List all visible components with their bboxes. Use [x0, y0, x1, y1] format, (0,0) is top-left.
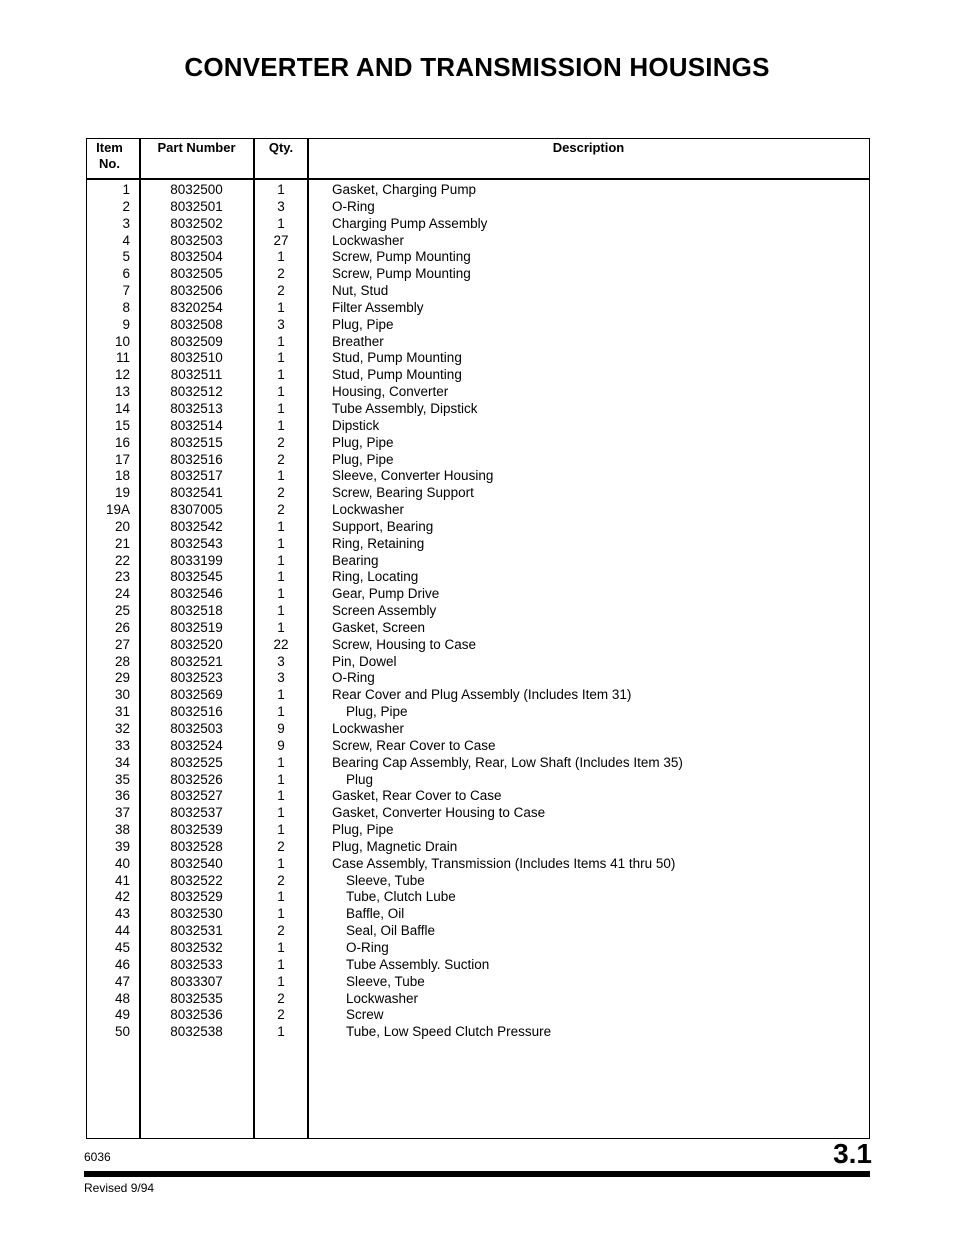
- part-number-cell: 8032538: [170, 1024, 223, 1040]
- qty-cell: 1: [277, 805, 285, 821]
- description-cell: Plug, Pipe: [332, 316, 394, 332]
- part-number-cell: 8032528: [170, 838, 223, 854]
- table-row: [87, 839, 869, 856]
- item-no-cell: 16: [114, 434, 130, 450]
- part-number-cell: 8032503: [170, 721, 223, 736]
- table-row: [87, 216, 869, 233]
- part-number-cell: 8032546: [170, 586, 223, 602]
- table-row: [87, 586, 869, 603]
- qty-cell: 1: [277, 771, 285, 787]
- table-row: [87, 266, 869, 283]
- part-number-cell: 8032545: [170, 569, 223, 585]
- part-number-cell: 8032527: [170, 788, 223, 804]
- description-cell: Lockwasher: [346, 990, 419, 1006]
- qty-cell: 1: [277, 1024, 285, 1040]
- part-number-cell: 8032519: [170, 619, 223, 635]
- qty-cell: 1: [277, 182, 285, 197]
- item-no-cell: 42: [114, 889, 130, 905]
- description-cell: Lockwasher: [332, 502, 405, 518]
- item-no-cell: 4: [122, 232, 130, 248]
- description-cell: Stud, Pump Mounting: [332, 367, 462, 383]
- qty-cell: 1: [277, 518, 285, 534]
- description-cell: Screw, Pump Mounting: [332, 266, 471, 282]
- part-number-cell: 8032508: [170, 316, 223, 332]
- description-cell: Gasket, Rear Cover to Case: [332, 788, 502, 804]
- table-row: [87, 367, 869, 384]
- table-row: [87, 788, 869, 805]
- table-row: [87, 300, 869, 317]
- description-cell: Tube, Clutch Lube: [346, 889, 456, 905]
- table-row: [87, 670, 869, 687]
- item-no-cell: 22: [114, 552, 130, 568]
- part-number-cell: 8032522: [170, 872, 223, 888]
- table-row: [87, 974, 869, 991]
- table-row: [87, 401, 869, 418]
- part-number-cell: 8032500: [170, 182, 223, 197]
- table-row: [87, 519, 869, 536]
- table-row: [87, 384, 869, 401]
- table-row: [87, 889, 869, 906]
- description-cell: Plug, Pipe: [332, 434, 394, 450]
- table-row: [87, 536, 869, 553]
- table-row: [87, 721, 869, 738]
- qty-cell: 1: [277, 619, 285, 635]
- description-cell: Tube Assembly, Dipstick: [332, 400, 478, 416]
- table-row: [87, 502, 869, 519]
- description-cell: Screw, Bearing Support: [332, 485, 474, 501]
- description-cell: Plug: [346, 771, 374, 787]
- description-cell: Gasket, Converter Housing to Case: [332, 805, 546, 821]
- qty-cell: 1: [277, 973, 285, 989]
- item-no-cell: 37: [114, 805, 130, 821]
- item-no-cell: 7: [122, 283, 130, 299]
- table-row: [87, 738, 869, 755]
- description-cell: Ring, Retaining: [332, 535, 425, 551]
- description-cell: Gear, Pump Drive: [332, 586, 440, 602]
- description-cell: O-Ring: [346, 939, 389, 955]
- part-number-cell: 8032517: [170, 468, 223, 484]
- description-cell: Tube, Low Speed Clutch Pressure: [346, 1024, 552, 1040]
- item-no-cell: 41: [114, 872, 130, 888]
- table-row: [87, 418, 869, 435]
- footer-rule: [84, 1171, 870, 1177]
- item-no-cell: 21: [114, 535, 130, 551]
- part-number-cell: 8032506: [170, 283, 223, 299]
- item-no-cell: 45: [114, 939, 130, 955]
- table-body: [87, 182, 869, 1041]
- part-number-cell: 8032533: [170, 956, 223, 972]
- item-no-cell: 23: [114, 569, 130, 585]
- description-cell: Pin, Dowel: [332, 653, 397, 669]
- table-row: [87, 755, 869, 772]
- part-number-cell: 8032539: [170, 822, 223, 838]
- description-cell: Gasket, Charging Pump: [332, 182, 477, 197]
- qty-cell: 9: [277, 721, 285, 736]
- qty-cell: 1: [277, 704, 285, 720]
- qty-cell: 1: [277, 855, 285, 871]
- description-cell: Sleeve, Tube: [346, 872, 425, 888]
- item-no-cell: 6: [122, 266, 130, 282]
- qty-cell: 3: [277, 653, 285, 669]
- qty-cell: 1: [277, 906, 285, 922]
- qty-cell: 1: [277, 468, 285, 484]
- part-number-cell: 8032503: [170, 232, 223, 248]
- table-row: [87, 199, 869, 216]
- table-row: [87, 620, 869, 637]
- description-cell: Screw, Housing to Case: [332, 636, 477, 652]
- qty-cell: 1: [277, 956, 285, 972]
- part-number-cell: 8032514: [170, 417, 223, 433]
- qty-cell: 2: [277, 283, 285, 299]
- description-cell: Plug, Pipe: [332, 451, 394, 467]
- item-no-cell: 40: [114, 855, 130, 871]
- item-no-cell: 18: [114, 468, 130, 484]
- table-row: [87, 553, 869, 570]
- item-no-cell: 29: [114, 670, 130, 686]
- item-no-cell: 13: [114, 384, 130, 400]
- description-cell: Rear Cover and Plug Assembly (Includes Item 31): [332, 687, 632, 703]
- qty-cell: 1: [277, 350, 285, 366]
- item-no-cell: 44: [114, 923, 130, 939]
- footer-code: 6036: [84, 1150, 111, 1164]
- description-cell: Stud, Pump Mounting: [332, 350, 462, 366]
- part-number-cell: 8032516: [170, 704, 223, 720]
- table-row: [87, 873, 869, 890]
- qty-cell: 1: [277, 569, 285, 585]
- part-number-cell: 8032509: [170, 333, 223, 349]
- qty-cell: 2: [277, 990, 285, 1006]
- qty-cell: 1: [277, 939, 285, 955]
- qty-cell: 1: [277, 367, 285, 383]
- part-number-cell: 8032521: [170, 653, 223, 669]
- part-number-cell: 8033199: [170, 552, 223, 568]
- part-number-cell: 8032543: [170, 535, 223, 551]
- part-number-cell: 8033307: [170, 973, 223, 989]
- qty-cell: 3: [277, 316, 285, 332]
- part-number-cell: 8032523: [170, 670, 223, 686]
- table-row: [87, 940, 869, 957]
- part-number-cell: 8032511: [170, 367, 223, 383]
- table-row: [87, 906, 869, 923]
- description-cell: Nut, Stud: [332, 283, 389, 299]
- item-no-cell: 35: [114, 771, 130, 787]
- part-number-cell: 8032505: [170, 266, 223, 282]
- item-no-cell: 12: [114, 367, 130, 383]
- part-number-cell: 8032518: [170, 603, 223, 619]
- qty-cell: 1: [277, 603, 285, 619]
- table-row: [87, 1024, 869, 1041]
- revised-date: Revised 9/94: [84, 1181, 155, 1195]
- header-qty: Qty.: [268, 140, 294, 155]
- description-cell: Plug, Pipe: [346, 704, 408, 720]
- parts-table: [86, 138, 870, 1139]
- header-divider: [87, 178, 869, 180]
- item-no-cell: 14: [114, 400, 130, 416]
- header-item-no-label: Item No.: [96, 140, 123, 171]
- table-row: [87, 233, 869, 250]
- table-row: [87, 957, 869, 974]
- item-no-cell: 2: [122, 198, 130, 214]
- description-cell: Tube Assembly. Suction: [346, 956, 490, 972]
- qty-cell: 2: [277, 872, 285, 888]
- qty-cell: 1: [277, 754, 285, 770]
- part-number-cell: 8032516: [170, 451, 223, 467]
- table-row: [87, 687, 869, 704]
- description-cell: Lockwasher: [332, 232, 405, 248]
- item-no-cell: 8: [122, 299, 130, 315]
- part-number-cell: 8032502: [170, 215, 223, 231]
- part-number-cell: 8032504: [170, 249, 223, 265]
- table-row: [87, 772, 869, 789]
- item-no-cell: 19A: [105, 502, 130, 518]
- description-cell: Gasket, Screen: [332, 619, 426, 635]
- part-number-cell: 8032542: [170, 518, 223, 534]
- item-no-cell: 20: [114, 518, 130, 534]
- part-number-cell: 8032540: [170, 855, 223, 871]
- description-cell: Filter Assembly: [332, 299, 424, 315]
- part-number-cell: 8320254: [170, 299, 223, 315]
- qty-cell: 1: [277, 299, 285, 315]
- part-number-cell: 8032515: [170, 434, 223, 450]
- part-number-cell: 8032513: [170, 400, 223, 416]
- item-no-cell: 36: [114, 788, 130, 804]
- item-no-cell: 1: [122, 182, 130, 197]
- table-row: [87, 1007, 869, 1024]
- description-cell: Screen Assembly: [332, 603, 437, 619]
- table-row: [87, 350, 869, 367]
- description-cell: Lockwasher: [332, 721, 405, 736]
- part-number-cell: 8032535: [170, 990, 223, 1006]
- part-number-cell: 8032569: [170, 687, 223, 703]
- part-number-cell: 8032532: [170, 939, 223, 955]
- description-cell: Dipstick: [332, 417, 380, 433]
- item-no-cell: 27: [114, 636, 130, 652]
- description-cell: Sleeve, Converter Housing: [332, 468, 494, 484]
- part-number-cell: 8032530: [170, 906, 223, 922]
- table-row: [87, 654, 869, 671]
- description-cell: O-Ring: [332, 198, 375, 214]
- part-number-cell: 8032520: [170, 636, 223, 652]
- description-cell: Plug, Pipe: [332, 822, 394, 838]
- description-cell: Housing, Converter: [332, 384, 449, 400]
- qty-cell: 2: [277, 485, 285, 501]
- table-row: [87, 923, 869, 940]
- qty-cell: 2: [277, 1007, 285, 1023]
- part-number-cell: 8032512: [170, 384, 223, 400]
- qty-cell: 2: [277, 451, 285, 467]
- part-number-cell: 8032537: [170, 805, 223, 821]
- table-row: [87, 805, 869, 822]
- qty-cell: 1: [277, 417, 285, 433]
- header-description: Description: [552, 140, 625, 155]
- qty-cell: 1: [277, 889, 285, 905]
- table-row: [87, 283, 869, 300]
- qty-cell: 22: [273, 636, 289, 652]
- table-row: [87, 468, 869, 485]
- item-no-cell: 26: [114, 619, 130, 635]
- description-cell: Screw, Rear Cover to Case: [332, 737, 496, 753]
- header-part-number: Part Number: [157, 140, 236, 155]
- description-cell: Plug, Magnetic Drain: [332, 838, 458, 854]
- table-row: [87, 435, 869, 452]
- qty-cell: 3: [277, 198, 285, 214]
- item-no-cell: 39: [114, 838, 130, 854]
- item-no-cell: 11: [115, 350, 130, 366]
- table-row: [87, 704, 869, 721]
- description-cell: Bearing: [332, 552, 379, 568]
- table-row: [87, 182, 869, 199]
- item-no-cell: 28: [114, 653, 130, 669]
- table-row: [87, 569, 869, 586]
- qty-cell: 2: [277, 923, 285, 939]
- description-cell: Baffle, Oil: [346, 906, 405, 922]
- part-number-cell: 8032536: [170, 1007, 223, 1023]
- description-cell: Breather: [332, 333, 384, 349]
- part-number-cell: 8032529: [170, 889, 223, 905]
- item-no-cell: 19: [114, 485, 130, 501]
- qty-cell: 1: [277, 552, 285, 568]
- item-no-cell: 50: [114, 1024, 130, 1040]
- qty-cell: 3: [277, 670, 285, 686]
- table-row: [87, 485, 869, 502]
- description-cell: O-Ring: [332, 670, 375, 686]
- item-no-cell: 46: [114, 956, 130, 972]
- table-row: [87, 856, 869, 873]
- page-title: CONVERTER AND TRANSMISSION HOUSINGS: [184, 52, 770, 82]
- qty-cell: 1: [277, 400, 285, 416]
- item-no-cell: 25: [114, 603, 130, 619]
- description-cell: Sleeve, Tube: [346, 973, 425, 989]
- table-row: [87, 317, 869, 334]
- item-no-cell: 15: [114, 417, 130, 433]
- item-no-cell: 30: [114, 687, 130, 703]
- description-cell: Ring, Locating: [332, 569, 419, 585]
- item-no-cell: 43: [114, 906, 130, 922]
- qty-cell: 1: [277, 249, 285, 265]
- item-no-cell: 17: [114, 451, 130, 467]
- item-no-cell: 48: [114, 990, 130, 1006]
- qty-cell: 1: [277, 586, 285, 602]
- item-no-cell: 9: [122, 316, 130, 332]
- description-cell: Screw: [346, 1007, 384, 1023]
- item-no-cell: 34: [114, 754, 130, 770]
- table-row: [87, 249, 869, 266]
- part-number-cell: 8032526: [170, 771, 223, 787]
- item-no-cell: 47: [114, 973, 130, 989]
- qty-cell: 1: [277, 535, 285, 551]
- qty-cell: 1: [277, 384, 285, 400]
- qty-cell: 27: [273, 232, 289, 248]
- description-cell: Seal, Oil Baffle: [346, 923, 436, 939]
- qty-cell: 1: [277, 333, 285, 349]
- item-no-cell: 49: [114, 1007, 130, 1023]
- item-no-cell: 38: [114, 822, 130, 838]
- description-cell: Bearing Cap Assembly, Rear, Low Shaft (Includes Item 35): [332, 754, 683, 770]
- table-row: [87, 603, 869, 620]
- part-number-cell: 8307005: [170, 502, 223, 518]
- item-no-cell: 32: [114, 721, 130, 736]
- qty-cell: 2: [277, 266, 285, 282]
- part-number-cell: 8032525: [170, 754, 223, 770]
- section-number: 3.1: [833, 1138, 872, 1169]
- qty-cell: 2: [277, 502, 285, 518]
- qty-cell: 1: [277, 687, 285, 703]
- qty-cell: 9: [277, 737, 285, 753]
- qty-cell: 2: [277, 434, 285, 450]
- table-row: [87, 452, 869, 469]
- table-row: [87, 637, 869, 654]
- part-number-cell: 8032531: [170, 923, 223, 939]
- table-row: [87, 991, 869, 1008]
- table-row: [87, 334, 869, 351]
- part-number-cell: 8032541: [170, 485, 223, 501]
- part-number-cell: 8032524: [170, 737, 223, 753]
- item-no-cell: 5: [122, 249, 130, 265]
- qty-cell: 1: [277, 215, 285, 231]
- description-cell: Case Assembly, Transmission (Includes Items 41 thru 50): [332, 855, 676, 871]
- description-cell: Charging Pump Assembly: [332, 215, 488, 231]
- table-row: [87, 822, 869, 839]
- qty-cell: 2: [277, 838, 285, 854]
- header-item-no: [87, 140, 132, 172]
- qty-cell: 1: [277, 822, 285, 838]
- item-no-cell: 33: [114, 737, 130, 753]
- item-no-cell: 10: [114, 333, 130, 349]
- description-cell: Support, Bearing: [332, 518, 434, 534]
- part-number-cell: 8032501: [170, 198, 223, 214]
- description-cell: Screw, Pump Mounting: [332, 249, 471, 265]
- part-number-cell: 8032510: [170, 350, 223, 366]
- item-no-cell: 31: [114, 704, 130, 720]
- qty-cell: 1: [277, 788, 285, 804]
- item-no-cell: 24: [114, 586, 130, 602]
- item-no-cell: 3: [122, 215, 130, 231]
